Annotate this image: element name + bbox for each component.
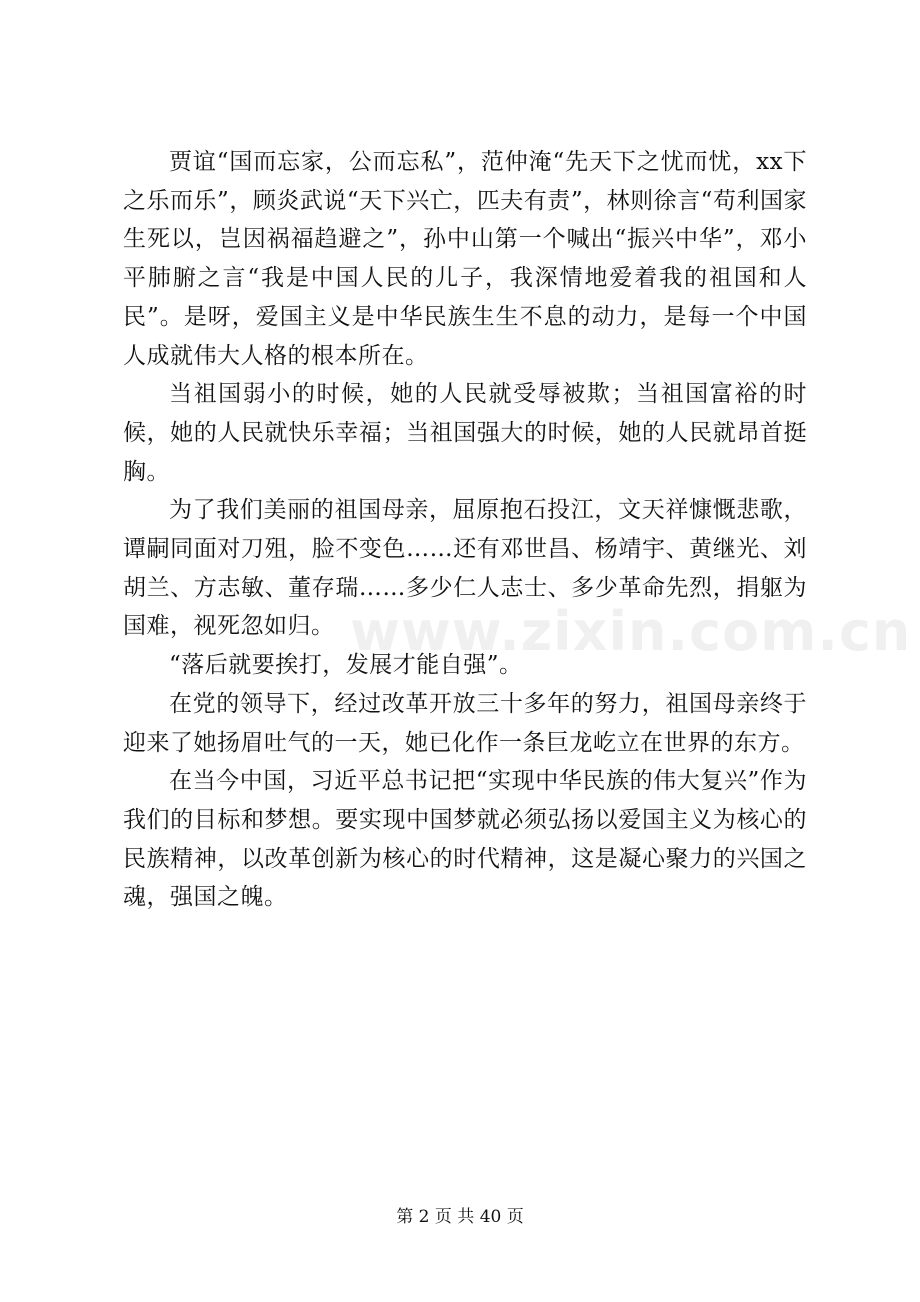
watermark: www.zixin.com.cn xyxy=(350,600,912,663)
paragraph: 在当今中国，习近平总书记把“实现中华民族的伟大复兴”作为我们的目标和梦想。要实现中国梦就必须弘扬以爱国主义为核心的民族精神，以改革创新为核心的时代精神，这是凝心聚力的兴国之魂，强国之魄。 xyxy=(123,768,807,911)
paragraph: “落后就要挨打，发展才能自强”。 xyxy=(169,652,523,679)
paragraph: 在党的领导下，经过改革开放三十多年的努力，祖国母亲终于迎来了她扬眉吐气的一天，她已化作一条巨龙屹立在世界的东方。 xyxy=(123,690,807,756)
document-body xyxy=(123,143,807,917)
paragraph: 为了我们美丽的祖国母亲，屈原抱石投江，文天祥慷慨悲歌，谭嗣同面对刀殂，脸不变色……还有邓世昌、杨靖宇、黄继光、刘胡兰、方志敏、董存瑞……多少仁人志士、多少革命先烈，捐躯为国难，视死忽如归。 xyxy=(123,497,807,640)
page-number-footer: 第 2 页 共 40 页 xyxy=(396,1207,524,1227)
paragraph: 贾谊“国而忘家，公而忘私”，范仲淹“先天下之忧而忧，xx下之乐而乐”，顾炎武说“天下兴亡，匹夫有责”，林则徐言“苟利国家生死以，岂因祸福趋避之”，孙中山第一个喊出“振兴中华”，邓小平肺腑之言“我是中国人民的儿子，我深情地爱着我的祖国和人民”。是呀，爱国主义是中华民族生生不息的动力，是每一个中国人成就伟大人格的根本所在。 xyxy=(123,149,807,369)
paragraph: 当祖国弱小的时候，她的人民就受辱被欺；当祖国富裕的时候，她的人民就快乐幸福；当祖国强大的时候，她的人民就昂首挺胸。 xyxy=(123,381,807,485)
